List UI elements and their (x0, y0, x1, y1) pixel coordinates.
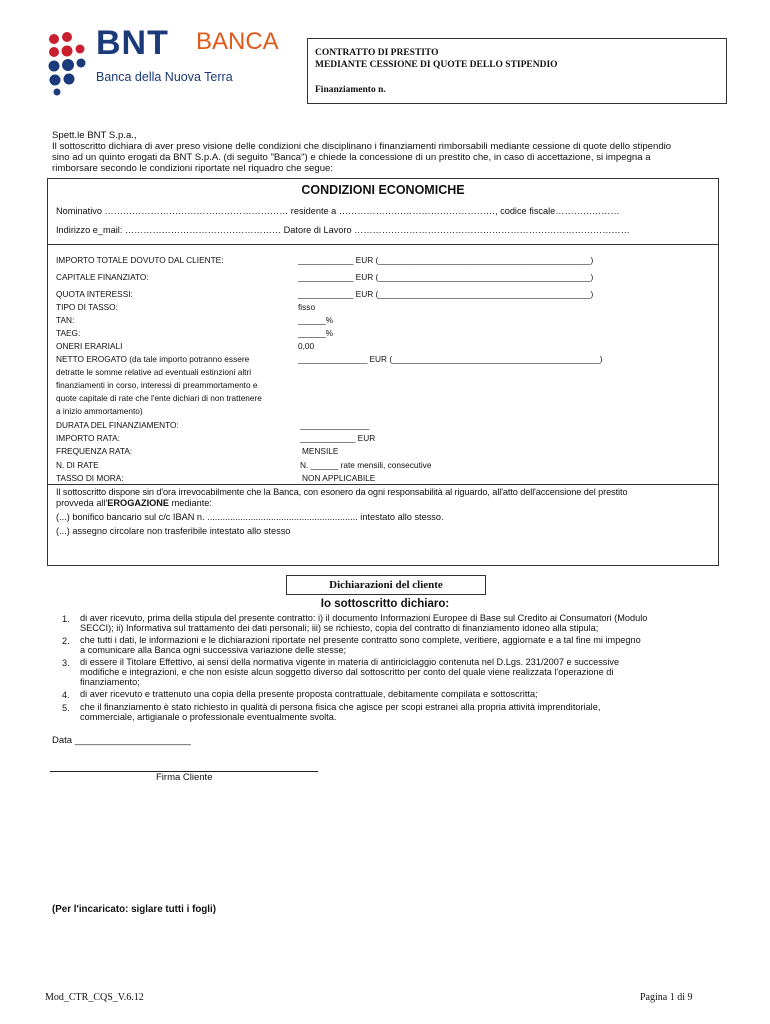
logo-tagline: Banca della Nuova Terra (96, 70, 233, 84)
declarations-title-box: Dichiarazioni del cliente (286, 575, 486, 595)
list-item-line: di essere il Titolare Effettivo, ai sensi della normativa vigente in materia di antiriciclaggio contenuta nel D.Lgs. 231/2007 e successive (80, 657, 620, 667)
field-value: ____________ EUR (______________________________________________) (298, 272, 594, 282)
economic-conditions-box (47, 178, 719, 566)
field-value: MENSILE (302, 446, 339, 456)
agent-note: (Per l'incaricato: siglare tutti i fogli) (52, 904, 217, 915)
intro-line-3: rimborsare secondo le condizioni riportate nel riquadro che segue: (52, 163, 334, 174)
logo-name: BNT (96, 24, 169, 62)
field-label: a inizio ammortamento) (56, 406, 143, 416)
field-value: ____________ EUR (300, 433, 376, 443)
field-label: NETTO EROGATO (da tale importo potranno essere (56, 354, 250, 364)
list-item-line: SECCI); ii) Informativa sul trattamento dei dati personali; iii) se richiesto, copia del contratto di finanziamento idoneo alla stipula; (80, 622, 599, 633)
field-value: _______________ EUR (_____________________________________________) (298, 354, 603, 364)
field-value: ______% (298, 315, 334, 325)
option-bank-transfer: (...) bonifico bancario sul c/c IBAN n. ........................................................... intestato allo stesso. (56, 512, 444, 522)
field-label: N. DI RATE (56, 460, 99, 470)
field-value: ____________ EUR (______________________________________________) (298, 255, 594, 265)
list-item-line: modifiche e integrazioni, e che non esiste alcun soggetto diverso dal sottoscritto per conto del quale viene realizzata l'operazione di (80, 666, 614, 677)
list-item-line: finanziamento; (80, 676, 140, 687)
field-label: FREQUENZA RATA: (56, 446, 133, 456)
bank-logo (44, 24, 294, 104)
greeting: Spett.le BNT S.p.a., (52, 130, 137, 141)
declarations-subtitle: Io sottoscritto dichiaro: (320, 598, 450, 610)
intro-line-1: Il sottoscritto dichiara di aver preso visione delle condizioni che disciplinano i finanziamenti rimborsabili mediante cessione di quote dello stipendio (52, 141, 672, 152)
field-label: TIPO DI TASSO: (56, 302, 118, 312)
field-value: 0,00 (298, 341, 315, 351)
logo-banca: BANCA (196, 28, 279, 55)
page-number: Pagina 1 di 9 (640, 992, 693, 1003)
field-label: quote capitale di rate che l'ente dichiari di non trattenere (56, 393, 262, 403)
list-item (80, 614, 730, 634)
list-number: 1. (62, 614, 70, 624)
divider (48, 244, 718, 245)
field-label: IMPORTO RATA: (56, 433, 120, 443)
list-number: 4. (62, 690, 70, 700)
list-number: 3. (62, 658, 70, 668)
list-item (80, 690, 730, 700)
list-item-line: che il finanziamento è stato richiesto in qualità di persona fisica che agisce per scopi estranei alla propria attività imprenditoriale, (80, 702, 601, 712)
field-label: IMPORTO TOTALE DOVUTO DAL CLIENTE: (56, 255, 224, 265)
email-row: Indirizzo e_mail: …………………………………………… Datore di Lavoro ……………………………………………………………………………… (56, 225, 630, 235)
list-item-line: di aver ricevuto e trattenuto una copia della presente proposta contrattuale, debitamente compilata e sottoscritta; (80, 689, 538, 699)
disbursement-mode (56, 498, 212, 508)
header-title: CONTRATTO DI PRESTITO (315, 48, 439, 58)
field-label: TAN: (56, 315, 75, 325)
field-label: finanziamenti in corso, interessi di preammortamento e (56, 380, 258, 390)
field-value: ____________ EUR (______________________________________________) (298, 289, 594, 299)
financing-number-label: Finanziamento n. (315, 85, 386, 95)
list-number: 2. (62, 636, 70, 646)
disbursement-text: mediante: (169, 498, 212, 508)
list-item-line: di aver ricevuto, prima della stipula del presente contratto: i) il documento Informazioni Europee di Base sul Credito ai Consumatori (Modulo (80, 613, 648, 623)
field-label: detratte le somme relative ad eventuali estinzioni altri (56, 367, 252, 377)
list-item-line: a comunicare alla Banca ogni successiva variazione delle stesse; (80, 644, 347, 655)
contract-header-box (307, 38, 727, 104)
list-item (80, 658, 730, 687)
field-label: TASSO DI MORA: (56, 473, 124, 483)
bnt-logo-mark-icon (44, 30, 88, 96)
nominativo-row: Nominativo …………………………………………………… residente a ……………………………………………, codice fiscale………………… (56, 206, 620, 216)
field-label: CAPITALE FINANZIATO: (56, 272, 149, 282)
signature-label: Firma Cliente (156, 772, 213, 783)
divider (48, 484, 718, 485)
disbursement-statement: Il sottoscritto dispone sin d'ora irrevocabilmente che la Banca, con esonero da ogni responsabilità al riguardo, all'atto dell'accensione del prestito (56, 487, 628, 497)
field-value: NON APPLICABILE (302, 473, 376, 483)
field-value: _______________ (300, 420, 370, 430)
field-label: QUOTA INTERESSI: (56, 289, 133, 299)
date-field[interactable]: Data ______________________ (52, 735, 191, 746)
form-model-code: Mod_CTR_CQS_V.6.12 (45, 992, 144, 1003)
conditions-title: CONDIZIONI ECONOMICHE (301, 183, 465, 197)
list-item (80, 636, 730, 656)
field-label: ONERI ERARIALI (56, 341, 123, 351)
intro-line-2: sino ad un quinto erogati da BNT S.p.A. (di seguito "Banca") e chiede la concessione di un prestito che, in caso di accettazione, si impegna a (52, 152, 651, 163)
list-number: 5. (62, 703, 70, 713)
list-item-line: commerciale, artigianale o professionale eventualmente svolta. (80, 711, 337, 722)
list-item-line: che tutti i dati, le informazioni e le dichiarazioni riportate nel presente contratto sono complete, veritiere, aggiornate e a tal fine mi impegno (80, 635, 641, 645)
field-value: ______% (298, 328, 334, 338)
disbursement-text: provveda all' (56, 498, 108, 508)
field-label: DURATA DEL FINANZIAMENTO: (56, 420, 179, 430)
option-cashier-check: (...) assegno circolare non trasferibile intestato allo stesso (56, 526, 291, 536)
field-value: fisso (298, 302, 316, 312)
header-subtitle: MEDIANTE CESSIONE DI QUOTE DELLO STIPENDIO (315, 60, 558, 70)
field-value: N. ______ rate mensili, consecutive (300, 460, 432, 470)
disbursement-keyword: EROGAZIONE (107, 498, 170, 508)
list-item (80, 703, 730, 723)
field-label: TAEG: (56, 328, 81, 338)
